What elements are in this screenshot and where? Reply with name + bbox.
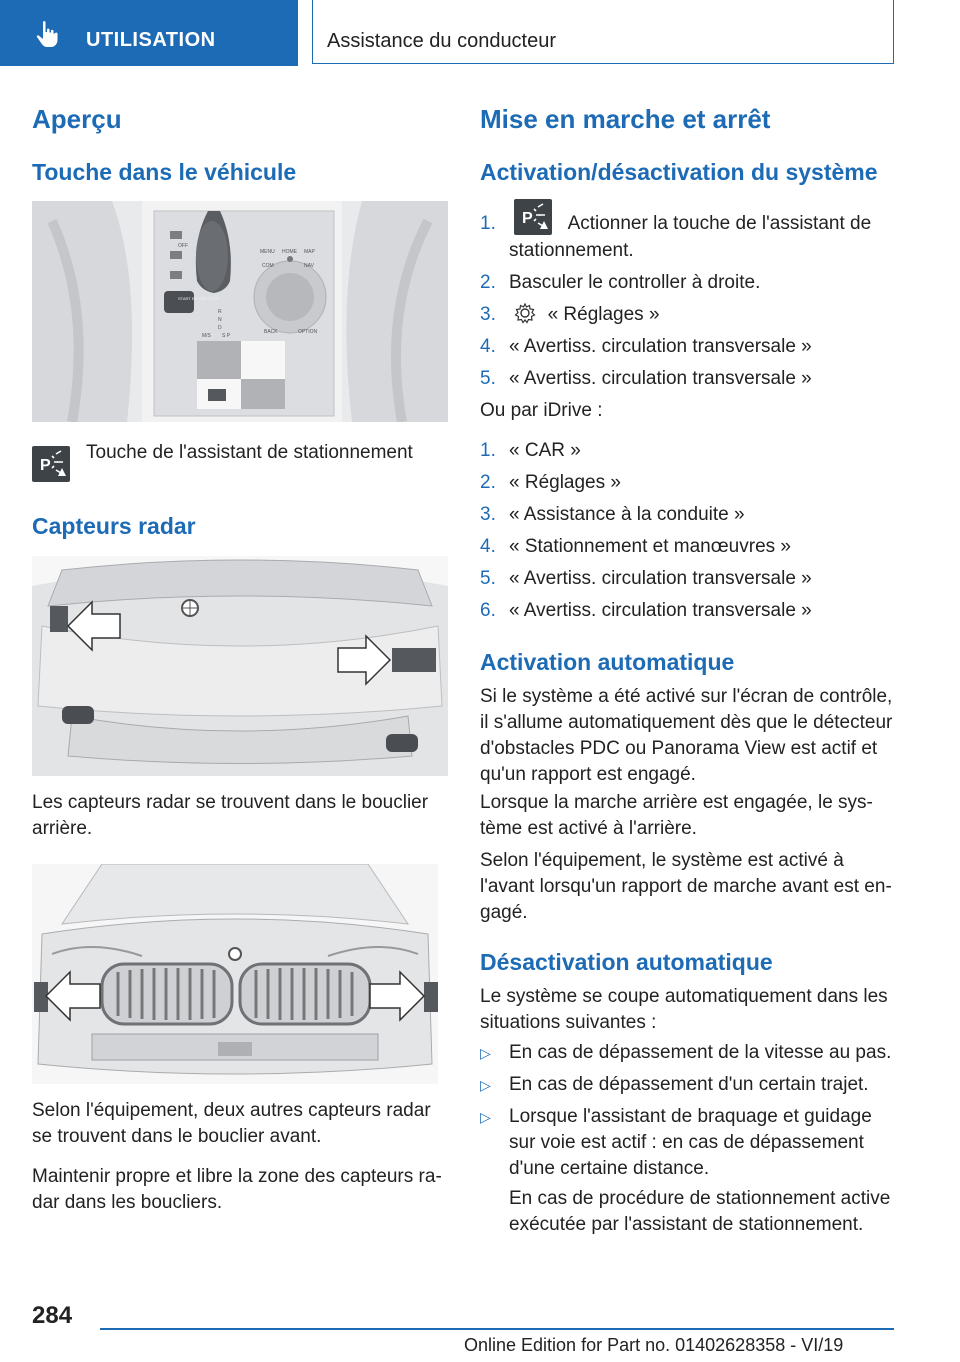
step-text: « Avertiss. circulation transversale » xyxy=(509,368,812,389)
list-item: ▷ En cas de dépassement d'un certain trajet. xyxy=(480,1072,910,1098)
gear-icon xyxy=(514,302,536,324)
heading-activation-automatique: Activation automatique xyxy=(480,649,735,675)
heading-apercu: Aperçu xyxy=(32,104,122,134)
idrive-step-4: 4. « Stationnement et manœuvres » xyxy=(480,536,791,557)
bullet-extra-text: En cas de procédure de stationnement active exécutée par l'assistant de stationnement. xyxy=(509,1188,891,1235)
chapter-header xyxy=(312,0,894,64)
button-caption: Touche de l'assistant de stationnement xyxy=(86,442,413,463)
section-label: UTILISATION xyxy=(86,29,216,51)
step-4: 4. « Avertiss. circulation transversale » xyxy=(480,336,812,357)
console-label-off: OFF xyxy=(178,243,188,249)
idrive-step-3: 3. « Assistance à la conduite » xyxy=(480,504,745,525)
step-text: Actionner la touche de l'assistant de xyxy=(567,213,872,234)
step-1-cont xyxy=(480,238,634,264)
console-gear-r: R xyxy=(218,309,222,315)
idrive-step-5: 5. « Avertiss. circulation transversale » xyxy=(480,568,812,589)
heading-activation-desactivation: Activation/désactivation du système xyxy=(480,159,878,185)
step-3: 3. « Réglages » xyxy=(480,304,660,325)
console-label-back: BACK xyxy=(264,329,278,335)
auto-deactivation-intro: Le système se coupe automatiquement dans les situations suivantes : xyxy=(480,986,888,1033)
idrive-step-1: 1. « CAR » xyxy=(480,440,581,461)
console-gear-sp: S P xyxy=(222,333,231,339)
console-gear-d: D xyxy=(218,325,222,331)
step-text: stationnement. xyxy=(509,240,634,261)
idrive-intro: Ou par iDrive : xyxy=(480,400,603,421)
front-bumper-illustration xyxy=(32,864,438,1084)
triangle-right-icon: ▷ xyxy=(480,1077,491,1093)
console-label-start: START ENGINE STOP xyxy=(178,296,220,301)
maintain-text: Maintenir propre et libre la zone des capteurs radar dans les boucliers. xyxy=(32,1166,442,1213)
list-item: ▷ En cas de dépassement de la vitesse au pas. xyxy=(480,1040,910,1066)
auto-activation-p1: Si le système a été activé sur l'écran de contrôle, il s'allume automatiquement dès que le détecteur d'obstacles PDC ou Panorama View est actif et qu'un rapport est engagé. xyxy=(480,686,893,785)
console-gear-n: N xyxy=(218,317,222,323)
console-label-home: HOME xyxy=(282,249,297,255)
rear-bumper-illustration xyxy=(32,556,448,776)
console-illustration xyxy=(32,201,448,422)
page-number: 284 xyxy=(32,1302,73,1329)
heading-mise-en-marche: Mise en marche et arrêt xyxy=(480,104,771,134)
section-tab xyxy=(0,0,298,66)
console-gear-ms: M/S xyxy=(202,333,211,339)
footer-divider xyxy=(100,1328,894,1330)
step-text: « Avertiss. circulation transversale » xyxy=(509,336,812,357)
step-number: 1. xyxy=(480,213,496,234)
console-label-option: OPTION xyxy=(298,329,318,335)
console-label-nav: NAV xyxy=(304,263,314,269)
heading-touche-vehicule: Touche dans le véhicule xyxy=(32,159,297,185)
auto-activation-p2: Lorsque la marche arrière est engagée, le système est activé à l'arrière. xyxy=(480,792,873,839)
step-text: Basculer le controller à droite. xyxy=(509,272,761,293)
footer-edition: Online Edition for Part no. 01402628358 - VI/19 xyxy=(464,1335,844,1355)
chapter-title: Assistance du conducteur xyxy=(327,30,557,52)
step-2: 2. Basculer le controller à droite. xyxy=(480,272,761,293)
parking-assistant-icon xyxy=(32,446,70,482)
front-bumper-figure xyxy=(32,864,438,1084)
idrive-step-2: 2. « Réglages » xyxy=(480,472,621,493)
front-sensors-text: Selon l'équipement, deux autres capteurs radar se trouvent dans le bouclier avant. xyxy=(32,1100,431,1147)
triangle-right-icon: ▷ xyxy=(480,1109,491,1125)
rear-sensors-text: Les capteurs radar se trouvent dans le bouclier arrière. xyxy=(32,792,429,839)
step-text: « Réglages » xyxy=(547,304,660,325)
console-figure xyxy=(32,201,448,422)
console-label-com: COM xyxy=(262,263,274,269)
idrive-step-6: 6. « Avertiss. circulation transversale » xyxy=(480,600,812,621)
heading-desactivation-automatique: Désactivation automatique xyxy=(480,949,773,975)
hand-pointer-icon xyxy=(34,20,60,48)
svg-text:P: P xyxy=(522,209,533,227)
console-label-map: MAP xyxy=(304,249,315,255)
step-5: 5. « Avertiss. circulation transversale » xyxy=(480,368,812,389)
triangle-right-icon: ▷ xyxy=(480,1045,491,1061)
auto-activation-p3: Selon l'équipement, le système est activé à l'avant lorsqu'un rapport de marche avant est engagé. xyxy=(480,850,892,923)
svg-text:P: P xyxy=(40,457,51,474)
heading-capteurs-radar: Capteurs radar xyxy=(32,513,196,539)
console-label-menu: MENU xyxy=(260,249,275,255)
parking-assistant-icon xyxy=(514,199,552,235)
rear-bumper-figure xyxy=(32,556,448,776)
list-item: ▷ Lorsque l'assistant de braquage et guidage sur voie est actif : en cas de dépassement d'une certaine distance. xyxy=(480,1106,872,1179)
step-1 xyxy=(480,211,871,237)
